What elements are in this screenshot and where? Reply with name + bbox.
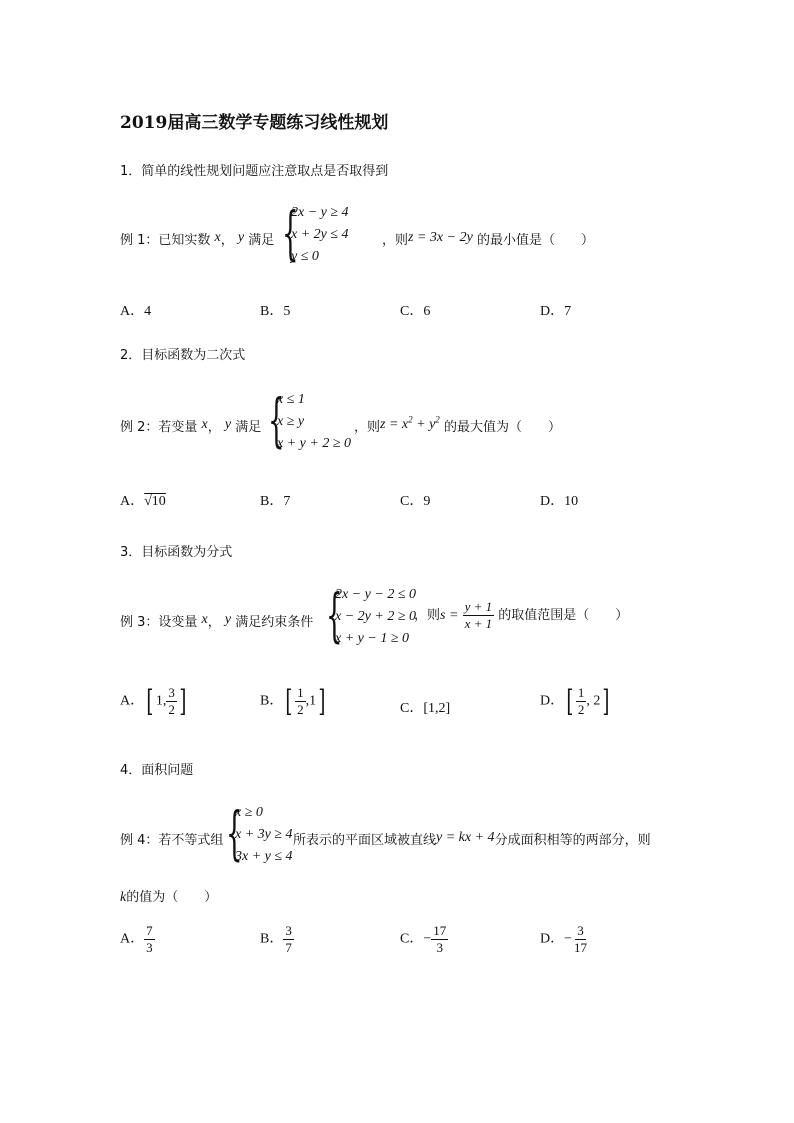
question-text: 的值为（ ） (126, 890, 218, 905)
section-number: 3． (120, 545, 142, 560)
constraint: x ≥ 0 (235, 805, 263, 820)
section-number: 4． (120, 763, 142, 778)
section-2-heading (120, 344, 245, 363)
option-c: C．9 (400, 494, 431, 509)
constraint: x + 3y ≥ 4 (235, 827, 293, 842)
connector-text: 满足 (235, 420, 262, 435)
constraint-system-2 (268, 386, 358, 457)
left-brace: { (326, 581, 343, 649)
question-text: 分成面积相等的两部分，则 (494, 833, 651, 848)
objective-lhs: s = (440, 608, 459, 623)
option-a: A． $\frac{7}{3}$ (120, 923, 153, 955)
connector-text: ，则 (382, 233, 409, 248)
separator: ， (207, 420, 221, 435)
option-b: B．5 (260, 304, 291, 319)
section-title: 目标函数为二次式 (141, 348, 246, 363)
separator: ， (207, 615, 221, 630)
var-x: x (201, 417, 208, 432)
question-text: 的最大值为（ ） (443, 420, 561, 435)
connector-text: 满足 (248, 233, 275, 248)
connector-text: 所表示的平面区域被直线 (293, 833, 437, 848)
separator: ， (220, 233, 234, 248)
page-title: 2019届高三数学专题练习线性规划 (120, 113, 389, 133)
var-x: x (201, 612, 208, 627)
section-3-heading (120, 541, 232, 560)
option-a: A．√10 (120, 494, 166, 509)
constraint: x ≥ y (277, 414, 305, 429)
left-brace: { (282, 199, 299, 267)
constraint: x − 2y + 2 ≥ 0 (335, 609, 417, 624)
var-x: x (214, 230, 221, 245)
option-c: C．[1,2] (400, 701, 451, 716)
constraint: y ≤ 0 (291, 249, 319, 264)
connector-text: ，则 (354, 420, 381, 435)
option-d: D．[ $\frac{1}{2}$ , 2] (540, 683, 610, 719)
section-4-heading (120, 759, 193, 778)
example-label: 例 4：若不等式组 (120, 833, 224, 848)
left-brace: { (268, 386, 285, 454)
example-4-second-line (120, 886, 217, 906)
example-label: 例 2：若变量 (120, 420, 198, 435)
example-3-line (120, 611, 313, 631)
example-1-tail (382, 229, 594, 249)
example-3-tail (414, 600, 628, 631)
line-equation: y = kx + 4 (436, 830, 495, 845)
connector-text: ，则 (414, 608, 441, 623)
section-number: 2． (120, 348, 142, 363)
section-title: 面积问题 (141, 763, 194, 778)
var-y: y (224, 417, 232, 432)
example-2-line (120, 416, 261, 436)
constraint: x + y − 1 ≥ 0 (335, 631, 410, 646)
var-y: y (224, 612, 232, 627)
constraint-system-1 (282, 199, 382, 270)
constraint-system-3 (326, 581, 426, 652)
option-d: D．− $\frac{3}{17}$ (540, 923, 588, 955)
objective-fraction: $\frac{y + 1}{x + 1}$ (464, 599, 493, 631)
option-a: A．4 (120, 304, 152, 319)
objective-function: z = 3x − 2y (408, 230, 473, 245)
option-b: B．[ $\frac{1}{2}$ ,1] (260, 683, 326, 719)
left-brace: { (226, 799, 243, 867)
question-text: 的最小值是（ ） (476, 233, 594, 248)
option-c: C．− $\frac{17}{3}$ (400, 923, 447, 955)
constraint: x ≤ 1 (277, 392, 305, 407)
constraint: 3x + y ≤ 4 (235, 849, 293, 864)
var-k: k (120, 890, 127, 905)
objective-function: $z = x^2 + y^2$ (380, 414, 440, 432)
option-d: D．10 (540, 494, 579, 509)
example-4-line (120, 829, 223, 848)
option-d: D．7 (540, 304, 572, 319)
section-title: 目标函数为分式 (141, 545, 233, 560)
option-b: B． $\frac{3}{7}$ (260, 923, 292, 955)
example-1-line (120, 229, 274, 249)
example-4-tail (293, 829, 651, 849)
connector-text: 满足约束条件 (235, 615, 314, 630)
section-1-heading (120, 160, 388, 179)
constraint: 2x − y − 2 ≤ 0 (335, 587, 417, 602)
section-title: 简单的线性规划问题应注意取点是否取得到 (141, 164, 389, 179)
constraint: x + 2y ≤ 4 (291, 227, 349, 242)
example-2-tail (354, 416, 561, 436)
option-a: A．[ 1, $\frac{3}{2}$ ] (120, 683, 187, 719)
constraint: 2x − y ≥ 4 (291, 205, 349, 220)
constraint-system-4 (226, 799, 296, 870)
example-label: 例 1：已知实数 (120, 233, 211, 248)
question-text: 的取值范围是（ ） (498, 608, 629, 623)
option-c: C．6 (400, 304, 431, 319)
section-number: 1． (120, 164, 142, 179)
example-label: 例 3：设变量 (120, 615, 198, 630)
var-y: y (237, 230, 245, 245)
option-b: B．7 (260, 494, 291, 509)
constraint: x + y + 2 ≥ 0 (277, 436, 352, 451)
